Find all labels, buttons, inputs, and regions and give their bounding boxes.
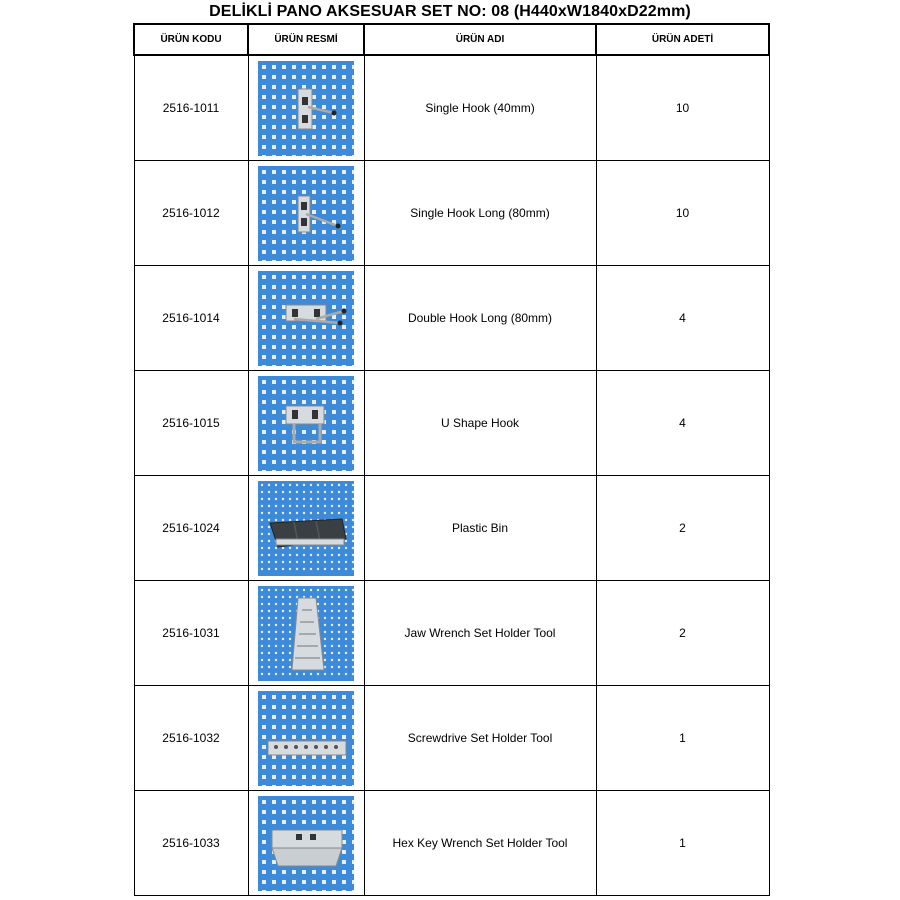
hex-key-holder-photo: [258, 796, 354, 891]
product-quantity: 4: [596, 371, 769, 476]
u-shape-hook-photo: [258, 376, 354, 471]
table-row: [134, 161, 769, 266]
product-code: 2516-1031: [134, 581, 248, 686]
product-image-cell: [248, 161, 364, 266]
product-table: [133, 23, 770, 896]
jaw-wrench-holder-photo: [258, 586, 354, 681]
product-quantity: 10: [596, 161, 769, 266]
product-image-cell: [248, 686, 364, 791]
product-code: 2516-1032: [134, 686, 248, 791]
product-quantity: 1: [596, 686, 769, 791]
product-code: 2516-1024: [134, 476, 248, 581]
single-hook-long-photo: [258, 166, 354, 261]
single-hook-photo: [258, 61, 354, 156]
product-quantity: 1: [596, 791, 769, 896]
product-quantity: 4: [596, 266, 769, 371]
product-quantity: 2: [596, 476, 769, 581]
product-code: 2516-1033: [134, 791, 248, 896]
product-image-cell: [248, 791, 364, 896]
product-code: 2516-1011: [134, 55, 248, 161]
page-title: DELİKLİ PANO AKSESUAR SET NO: 08 (H440xW1840xD22mm): [209, 3, 691, 20]
product-quantity: 2: [596, 581, 769, 686]
product-name: Plastic Bin: [364, 476, 596, 581]
product-code: 2516-1014: [134, 266, 248, 371]
header-product-code: ÜRÜN KODU: [134, 24, 248, 55]
product-name: Double Hook Long (80mm): [364, 266, 596, 371]
table-header-row: [134, 24, 769, 55]
double-hook-photo: [258, 271, 354, 366]
product-name: Single Hook Long (80mm): [364, 161, 596, 266]
product-name: Jaw Wrench Set Holder Tool: [364, 581, 596, 686]
product-code: 2516-1012: [134, 161, 248, 266]
product-image-cell: [248, 476, 364, 581]
product-image-cell: [248, 266, 364, 371]
table-row: [134, 371, 769, 476]
product-image-cell: [248, 55, 364, 161]
product-name: U Shape Hook: [364, 371, 596, 476]
table-row: [134, 476, 769, 581]
product-name: Screwdrive Set Holder Tool: [364, 686, 596, 791]
header-product-quantity: ÜRÜN ADETİ: [596, 24, 769, 55]
product-code: 2516-1015: [134, 371, 248, 476]
product-name: Hex Key Wrench Set Holder Tool: [364, 791, 596, 896]
table-row: [134, 686, 769, 791]
screwdriver-holder-photo: [258, 691, 354, 786]
table-row: [134, 581, 769, 686]
table-row: [134, 791, 769, 896]
product-name: Single Hook (40mm): [364, 55, 596, 161]
plastic-bin-photo: [258, 481, 354, 576]
product-quantity: 10: [596, 55, 769, 161]
product-image-cell: [248, 371, 364, 476]
header-product-name: ÜRÜN ADI: [364, 24, 596, 55]
table-row: [134, 266, 769, 371]
product-image-cell: [248, 581, 364, 686]
header-product-image: ÜRÜN RESMİ: [248, 24, 364, 55]
table-row: [134, 55, 769, 161]
